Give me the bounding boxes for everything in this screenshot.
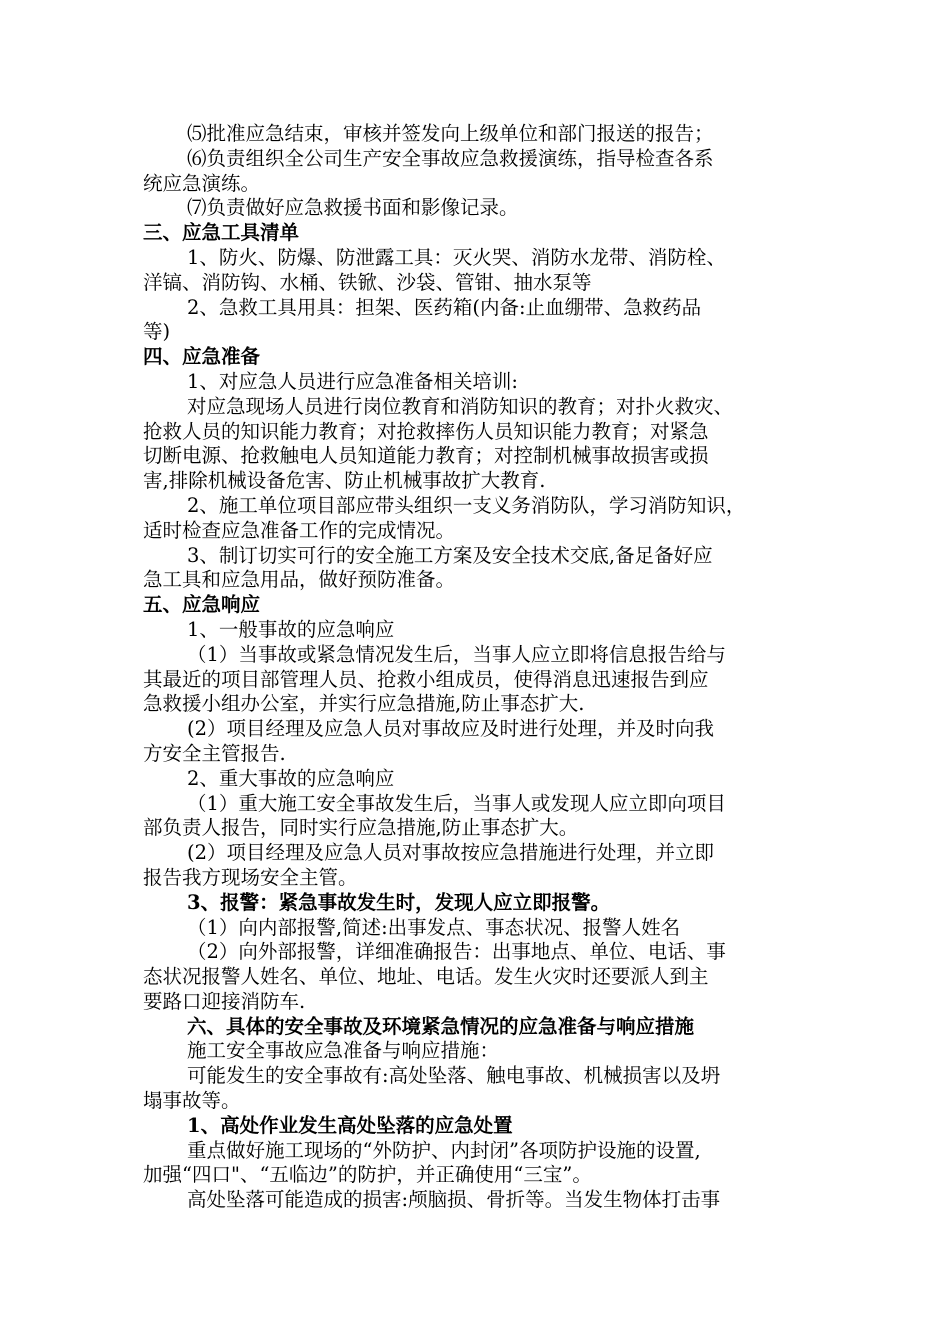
text-line: 对应急现场人员进行岗位教育和消防知识的教育；对扑火救灾、 (187, 394, 734, 418)
text-line: 四、应急准备 (143, 345, 261, 369)
paragraph (143, 767, 815, 792)
paragraph (143, 395, 815, 494)
text-line: 加强“四口"、“五临边”的防护，并正确使用“三宝”。 (143, 1163, 592, 1187)
text-line: ⑸批准应急结束，审核并签发向上级单位和部门报送的报告； (187, 122, 714, 145)
text-line: 高处坠落可能造成的损害:颅脑损、骨折等。当发生物体打击事 (187, 1188, 721, 1212)
paragraph (143, 792, 815, 842)
document-body (143, 122, 815, 1213)
text-line: 3、报警：紧急事故发生时，发现人应立即报警。 (187, 890, 611, 914)
text-line: 急工具和应急用品，做好预防准备。 (143, 568, 456, 592)
text-line: 塌事故等。 (143, 1089, 241, 1113)
text-line: 可能发生的安全事故有:高处坠落、触电事故、机械损害以及坍 (187, 1064, 721, 1088)
paragraph (143, 717, 815, 767)
paragraph (143, 147, 815, 197)
text-line: 1、对应急人员进行应急准备相关培训: (187, 369, 518, 393)
paragraph (143, 122, 815, 147)
text-line: （1）当事故或紧急情况发生后，当事人应立即将信息报告给与 (187, 642, 726, 666)
text-line: 统应急演练。 (143, 171, 261, 195)
section-heading (143, 593, 815, 618)
section-heading (143, 345, 815, 370)
text-line: 施工安全事故应急准备与响应措施： (187, 1039, 500, 1063)
paragraph (143, 1139, 815, 1189)
section-heading (143, 221, 815, 246)
text-line: 六、具体的安全事故及环境紧急情况的应急准备与响应措施 (187, 1014, 695, 1038)
text-line: 1、一般事故的应急响应 (187, 617, 395, 641)
text-line: 报告我方现场安全主管。 (143, 865, 358, 889)
paragraph (143, 494, 815, 544)
text-line: 抢救人员的知识能力教育；对抢救摔伤人员知识能力教育；对紧急 (143, 419, 709, 443)
text-line: 适时检查应急准备工作的完成情况。 (143, 518, 456, 542)
paragraph (143, 196, 815, 221)
text-line: 五、应急响应 (143, 593, 261, 617)
paragraph (143, 544, 815, 594)
text-line: (2）项目经理及应急人员对事故按应急措施进行处理，并立即 (187, 841, 715, 865)
paragraph (143, 841, 815, 891)
text-line: 2、施工单位项目部应带头组织一支义务消防队，学习消防知识， (187, 493, 746, 517)
text-line: 等) (143, 320, 171, 344)
paragraph (143, 370, 815, 395)
text-line: 其最近的项目部管理人员、抢救小组成员，使得消息迅速报告到应 (143, 667, 709, 691)
paragraph (143, 643, 815, 717)
section-heading (143, 891, 815, 916)
text-line: 态状况报警人姓名、单位、地址、电话。发生火灾时还要派人到主 (143, 965, 709, 989)
text-line: 1、高处作业发生高处坠落的应急处置 (187, 1113, 513, 1137)
text-line: （2）向外部报警，详细准确报告：出事地点、单位、电话、事 (187, 940, 726, 964)
paragraph (143, 1064, 815, 1114)
text-line: 3、制订切实可行的安全施工方案及安全技术交底,备足备好应 (187, 543, 713, 567)
text-line: 切断电源、抢救触电人员知道能力教育；对控制机械事故损害或损 (143, 444, 709, 468)
paragraph (143, 940, 815, 1014)
paragraph (143, 296, 815, 346)
text-line: 害,排除机械设备危害、防止机械事故扩大教育. (143, 469, 546, 493)
text-line: ⑺负责做好应急救援书面和影像记录。 (187, 196, 519, 220)
paragraph (143, 246, 815, 296)
text-line: 2、重大事故的应急响应 (187, 766, 395, 790)
text-line: （1）向内部报警,简述:出事发点、事态状况、报警人姓名 (187, 915, 681, 939)
text-line: 重点做好施工现场的“外防护、内封闭”各项防护设施的设置, (187, 1138, 701, 1162)
text-line: 1、防火、防爆、防泄露工具：灭火哭、消防水龙带、消防栓、 (187, 245, 726, 269)
text-line: 洋镐、消防钩、水桶、铁锨、沙袋、管钳、抽水泵等 (143, 270, 592, 294)
text-line: 三、应急工具清单 (143, 221, 300, 245)
paragraph (143, 618, 815, 643)
paragraph (143, 1188, 815, 1213)
section-heading (143, 1015, 815, 1040)
text-line: ⑹负责组织全公司生产安全事故应急救援演练，指导检查各系 (187, 146, 714, 170)
text-line: （1）重大施工安全事故发生后，当事人或发现人应立即向项目 (187, 791, 726, 815)
text-line: 方安全主管报告. (143, 741, 286, 765)
paragraph (143, 916, 815, 941)
text-line: 2、急救工具用具：担架、医药箱(内备:止血绷带、急救药品 (187, 295, 702, 319)
text-line: 急救援小组办公室，并实行应急措施,防止事态扩大. (143, 692, 585, 716)
text-line: 部负责人报告，同时实行应急措施,防止事态扩大。 (143, 816, 579, 840)
text-line: (2）项目经理及应急人员对事故应及时进行处理，并及时向我 (187, 717, 715, 741)
paragraph (143, 1039, 815, 1064)
section-heading (143, 1114, 815, 1139)
text-line: 要路口迎接消防车. (143, 989, 306, 1013)
